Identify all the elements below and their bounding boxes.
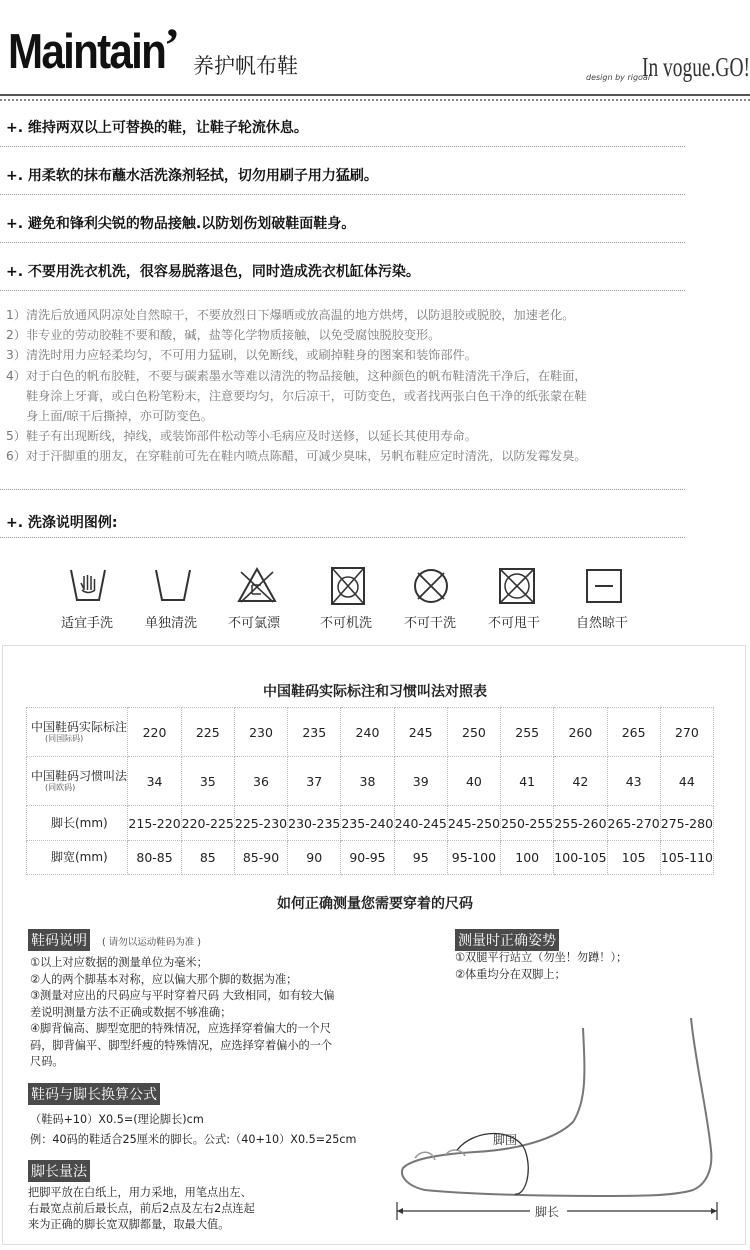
formula-text: （鞋码+10）X0.5=(理论脚长)cm 例：40码的鞋适合25厘米的脚长。公式:（40+10）X0.5=25cm <box>30 1113 357 1146</box>
table-cell: 40 <box>447 757 500 806</box>
table-cell: 220 <box>128 708 181 757</box>
wash-separately-icon <box>153 566 193 606</box>
table-cell: 85-90 <box>234 840 287 874</box>
table-cell: 225 <box>181 708 234 757</box>
care-label: 不可甩干 <box>488 616 541 631</box>
size-desc-note: ( 请勿以运动鞋码为准 ) <box>102 937 201 948</box>
care-label: 自然晾干 <box>576 616 629 631</box>
note-line: 2）非专业的劳动胶鞋不要和酸，碱，盐等化学物质接触，以免受腐蚀脱胶变形。 <box>6 328 441 343</box>
size-chart-table <box>26 707 714 875</box>
table-row <box>27 806 714 840</box>
table-cell: 100-105 <box>554 840 607 874</box>
row-header: 脚长(mm) <box>27 806 128 840</box>
row-header: 脚宽(mm) <box>27 840 128 874</box>
row-header: 中国鞋码实际标注 (同国际码) <box>27 708 128 757</box>
divider <box>0 194 685 195</box>
table-cell: 105 <box>607 840 660 874</box>
table-cell: 255 <box>501 708 554 757</box>
table-cell: 34 <box>128 757 181 806</box>
header-rule <box>0 94 750 96</box>
table-row <box>27 840 714 874</box>
foot-length-label: 脚长 <box>535 1205 560 1219</box>
table-cell: 270 <box>660 708 713 757</box>
table-cell: 240-245 <box>394 806 447 840</box>
dry-naturally-icon <box>584 566 624 606</box>
care-label: 适宜手洗 <box>61 616 114 631</box>
table-cell: 105-110 <box>660 840 713 874</box>
table-cell: 44 <box>660 757 713 806</box>
design-by-label: design by rigoal <box>586 73 651 82</box>
foot-girth-label: 脚围 <box>493 1133 518 1147</box>
table-cell: 230-235 <box>288 806 341 840</box>
tip-1: +. 维持两双以上可替换的鞋，让鞋子轮流休息。 <box>6 120 308 136</box>
note-line: 4）对于白色的帆布胶鞋，不要与碳素墨水等难以清洗的物品接触，这种颜色的帆布鞋清洗干净后，在鞋面， <box>6 368 587 383</box>
no-dry-clean-icon <box>411 566 451 606</box>
care-label: 不可干洗 <box>404 616 457 631</box>
posture-text: ①双腿平行站立（勿坐！勿蹲！）； ②体重均分在双脚上； <box>455 951 628 981</box>
no-tumble-dry-icon <box>497 566 537 606</box>
table-cell: 90 <box>288 840 341 874</box>
care-label: 不可氯漂 <box>228 616 281 631</box>
table-cell: 38 <box>341 757 394 806</box>
table-cell: 39 <box>394 757 447 806</box>
size-desc-text: ①以上对应数据的测量单位为毫米； ②人的两个脚基本对称，应以偏大那个脚的数据为准； ③测量对应出的尺码应与平时穿着尺码 大致相同，如有较大偏 差说明测量方法不正确或数据不够准确； ④脚背偏高、脚型宽肥的特殊情况，应选择穿着偏大的一个尺 码，脚背偏平、脚型纤瘦的特殊情况，应选择穿着偏小的一个 尺码。 <box>30 956 335 1068</box>
formula-badge: 鞋码与脚长换算公式 <box>28 1083 160 1105</box>
table-cell: 245 <box>394 708 447 757</box>
note-line: 1）清洗后放通风阴凉处自然晾干，不要放烈日下爆晒或放高温的地方烘烤，以防退胶或脱胶，加速老化。 <box>6 308 575 322</box>
table-cell: 90-95 <box>341 840 394 874</box>
header-dotted-rule <box>0 99 750 101</box>
table-cell: 85 <box>181 840 234 874</box>
table-row <box>27 708 714 757</box>
table-cell: 215-220 <box>128 806 181 840</box>
note-line: 鞋身涂上牙膏，或白色粉笔粉末，注意要均匀，尔后凉干，可防变色，或者找两张白色干净的纸张蒙在鞋 <box>26 388 587 403</box>
table-cell: 95 <box>394 840 447 874</box>
note-line: 6）对于汗脚重的朋友，在穿鞋前可先在鞋内喷点陈醋，可减少臭味，另帆布鞋应定时清洗，以防发霉发臭。 <box>6 449 587 464</box>
table-cell: 260 <box>554 708 607 757</box>
divider <box>0 489 685 490</box>
vogue-logo: In vogue.GO! <box>642 52 750 82</box>
size-chart-title: 中国鞋码实际标注和习惯叫法对照表 <box>263 684 487 700</box>
method-badge: 脚长量法 <box>28 1160 90 1182</box>
brand-subtitle: 养护帆布鞋 <box>193 54 298 78</box>
table-cell: 95-100 <box>447 840 500 874</box>
tip-4: +. 不要用洗衣机洗，很容易脱落退色，同时造成洗衣机缸体污染。 <box>6 264 420 280</box>
table-cell: 80-85 <box>128 840 181 874</box>
care-notes <box>6 305 696 467</box>
table-cell: 255-260 <box>554 806 607 840</box>
no-bleach-icon <box>237 566 277 606</box>
table-cell: 235-240 <box>341 806 394 840</box>
measure-title: 如何正确测量您需要穿着的尺码 <box>277 896 473 912</box>
table-cell: 245-250 <box>447 806 500 840</box>
method-text: 把脚平放在白纸上，用力采地，用笔点出左、 右最宽点前后最长点，前后2点及左右2点连起 来为正确的脚长宽双脚都量，取最大值。 <box>28 1186 255 1231</box>
care-label: 不可机洗 <box>320 616 373 631</box>
table-cell: 41 <box>501 757 554 806</box>
divider <box>0 537 685 538</box>
note-line: 3）清洗时用力应轻柔均匀，不可用力猛刷，以免断线，或刷掉鞋身的图案和装饰部件。 <box>6 348 477 363</box>
table-cell: 35 <box>181 757 234 806</box>
table-cell: 265 <box>607 708 660 757</box>
table-cell: 265-270 <box>607 806 660 840</box>
table-cell: 275-280 <box>660 806 713 840</box>
table-cell: 230 <box>234 708 287 757</box>
table-cell: 42 <box>554 757 607 806</box>
table-row <box>27 757 714 806</box>
note-line: 身上面/晾干后撕掉，亦可防变色。 <box>26 409 213 424</box>
divider <box>0 146 685 147</box>
header <box>0 0 750 100</box>
care-title: +. 洗涤说明图例: <box>6 515 118 531</box>
care-label: 单独清洗 <box>145 616 198 631</box>
note-line: 5）鞋子有出现断线，掉线，或装饰部件松动等小毛病应及时送修，以延长其使用寿命。 <box>6 429 477 444</box>
hand-wash-icon <box>68 566 108 606</box>
table-cell: 37 <box>288 757 341 806</box>
posture-badge: 测量时正确姿势 <box>455 929 559 951</box>
table-cell: 100 <box>501 840 554 874</box>
size-desc-badge: 鞋码说明 <box>28 929 90 951</box>
divider <box>0 242 685 243</box>
divider <box>0 290 685 291</box>
table-cell: 235 <box>288 708 341 757</box>
table-cell: 240 <box>341 708 394 757</box>
tip-3: +. 避免和锋利尖锐的物品接触.以防划伤划破鞋面鞋身。 <box>6 216 356 232</box>
foot-illustration <box>395 1000 735 1240</box>
row-header: 中国鞋码习惯叫法 (同欧码) <box>27 757 128 806</box>
table-cell: 250 <box>447 708 500 757</box>
table-cell: 225-230 <box>234 806 287 840</box>
no-machine-wash-icon <box>328 566 368 606</box>
table-cell: 220-225 <box>181 806 234 840</box>
table-cell: 250-255 <box>501 806 554 840</box>
table-cell: 36 <box>234 757 287 806</box>
brand-apostrophe: ’ <box>164 19 180 72</box>
tip-2: +. 用柔软的抹布蘸水活洗涤剂轻拭，切勿用刷子用力猛刷。 <box>6 168 378 184</box>
brand-logo: Maintain <box>8 25 166 79</box>
table-cell: 43 <box>607 757 660 806</box>
